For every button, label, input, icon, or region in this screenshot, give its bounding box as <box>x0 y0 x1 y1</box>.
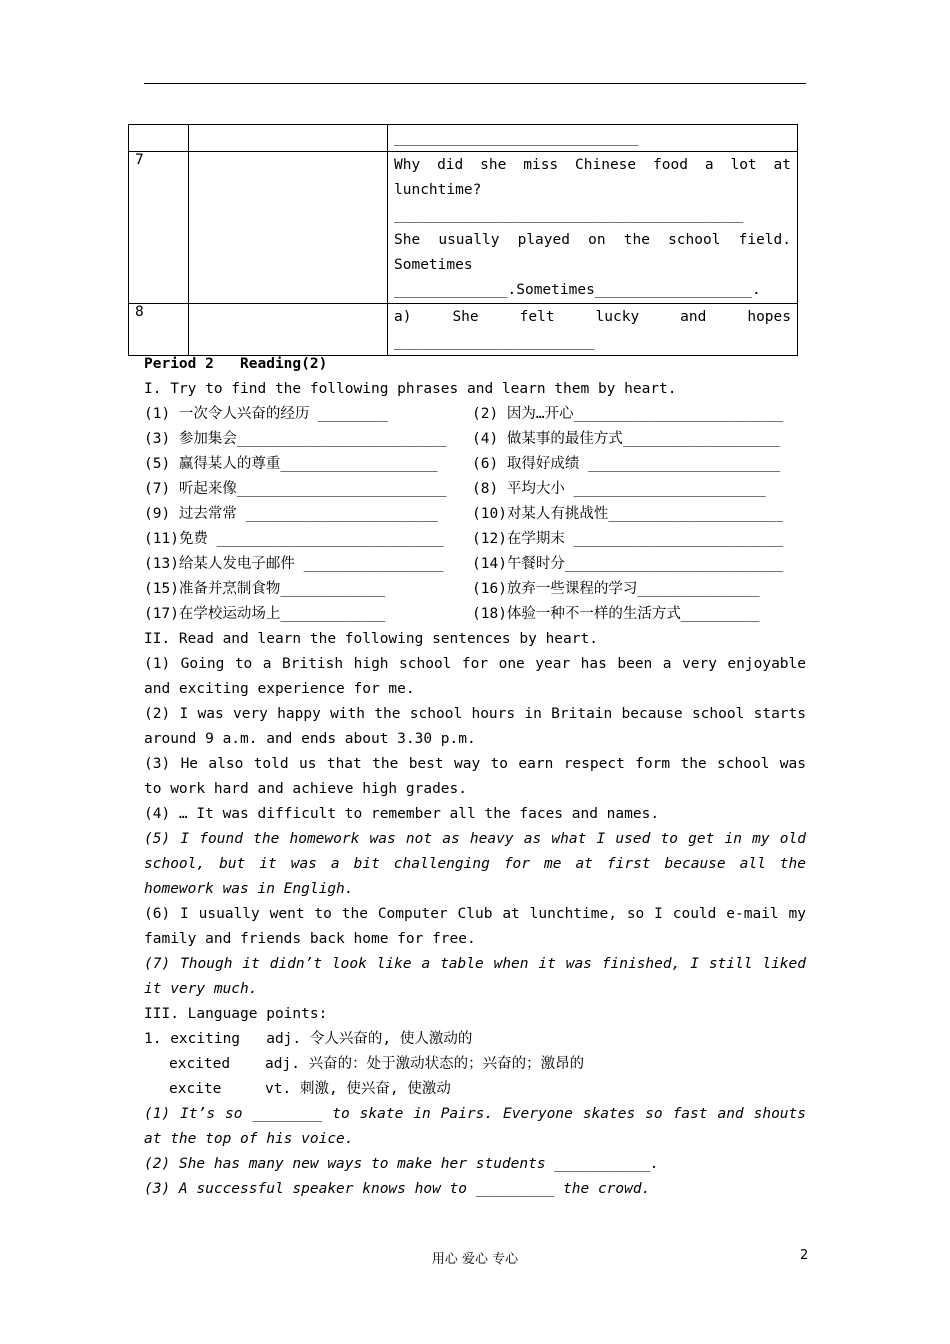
list-item: (10)对某人有挑战性____________________ <box>472 506 784 522</box>
row-number: 7 <box>129 152 189 304</box>
footer-motto: 用心 爱心 专心 <box>431 1252 519 1267</box>
list-item: (7) 听起来像________________________ <box>144 481 447 497</box>
answer-blank: __________________ <box>594 282 752 298</box>
answer-blank: _______________________ <box>394 334 595 350</box>
table-row <box>129 152 798 304</box>
answer-text: a) She felt lucky and hopes <box>394 309 791 325</box>
word-entry: excited adj. 兴奋的：处于激动状态的；兴奋的；激昂的 <box>169 1056 585 1072</box>
list-item: (15)准备并烹制食物____________ <box>144 581 386 597</box>
sentence-item: (3) He also told us that the best way to earn respect form the school was to work hard and achieve high grades. <box>144 756 806 797</box>
page-number: 2 <box>800 1248 809 1263</box>
list-item: (5) 赢得某人的尊重__________________ <box>144 456 438 472</box>
list-item: (17)在学校运动场上____________ <box>144 606 386 622</box>
exercise-table <box>128 124 798 356</box>
header-rule <box>144 83 806 84</box>
answer-blank: ____________________________ <box>394 130 639 146</box>
list-item: (16)放弃一些课程的学习______________ <box>472 581 760 597</box>
list-item: (13)给某人发电子邮件 ________________ <box>144 556 444 572</box>
section-heading: III. Language points: <box>144 1006 328 1022</box>
answer-text: . <box>751 282 761 298</box>
exercise-item: (1) It’s so ________ to skate in Pairs. Everyone skates so fast and shouts at the top of his voice. <box>144 1106 806 1147</box>
sentence-item: (1) Going to a British high school for one year has been a very enjoyable and exciting experience for me. <box>144 656 806 697</box>
main-content <box>144 352 806 1202</box>
exercise-item: (2) She has many new ways to make her students ___________. <box>144 1156 660 1172</box>
table-cell-num <box>129 125 189 152</box>
sentence-item: (4) … It was difficult to remember all the faces and names. <box>144 806 660 822</box>
sentence-item: (7) Though it didn’t look like a table when it was finished, I still liked it very much. <box>144 956 806 997</box>
answer-text-line <box>394 278 791 303</box>
table-cell-blank <box>189 152 388 304</box>
list-item: (6) 取得好成绩 ______________________ <box>472 456 781 472</box>
section-heading: II. Read and learn the following sentences by heart. <box>144 631 598 647</box>
word-entry: excite vt. 刺激, 使兴奋, 使激动 <box>169 1081 451 1097</box>
table-row <box>129 125 798 152</box>
phrase-list <box>144 402 806 627</box>
list-item: (3) 参加集会________________________ <box>144 431 447 447</box>
sentence-item: (2) I was very happy with the school hours in Britain because school starts around 9 a.m. and ends about 3.30 p.m. <box>144 706 806 747</box>
word-entry: 1. exciting adj. 令人兴奋的, 使人激动的 <box>144 1031 473 1047</box>
table-row <box>129 304 798 356</box>
sentence-item: (6) I usually went to the Computer Club at lunchtime, so I could e-mail my family and friends back home for free. <box>144 906 806 947</box>
answer-blank: _____________ <box>394 282 508 298</box>
list-item: (8) 平均大小 ______________________ <box>472 481 766 497</box>
question-text: Why did she miss Chinese food a lot at lunchtime? <box>394 157 791 198</box>
table-cell-text <box>388 304 798 356</box>
list-item: (11)免费 __________________________ <box>144 531 444 547</box>
list-item: (4) 做某事的最佳方式__________________ <box>472 431 781 447</box>
row-number: 8 <box>129 304 189 356</box>
list-item: (12)在学期末 ________________________ <box>472 531 784 547</box>
table-cell-text <box>388 125 798 152</box>
list-item: (9) 过去常常 ______________________ <box>144 506 438 522</box>
table-cell-text <box>388 152 798 304</box>
section-heading: I. Try to find the following phrases and learn them by heart. <box>144 381 677 397</box>
list-item: (14)午餐时分_________________________ <box>472 556 784 572</box>
answer-blank: ________________________________________ <box>394 207 744 223</box>
table-cell-blank <box>189 304 388 356</box>
period-title: Period 2 Reading(2) <box>144 356 328 372</box>
list-item: (2) 因为…开心________________________ <box>472 406 784 422</box>
list-item: (18)体验一种不一样的生活方式_________ <box>472 606 760 622</box>
answer-text: She usually played on the school field. Sometimes <box>394 232 791 273</box>
answer-text: .Sometimes <box>507 282 595 298</box>
list-item: (1) 一次令人兴奋的经历 ________ <box>144 406 388 422</box>
table-cell-blank <box>189 125 388 152</box>
exercise-item: (3) A successful speaker knows how to _________ the crowd. <box>144 1181 651 1197</box>
sentence-item: (5) I found the homework was not as heavy as what I used to get in my old school, but it was a bit challenging for me at first because all the homework was in Engligh. <box>144 831 806 897</box>
